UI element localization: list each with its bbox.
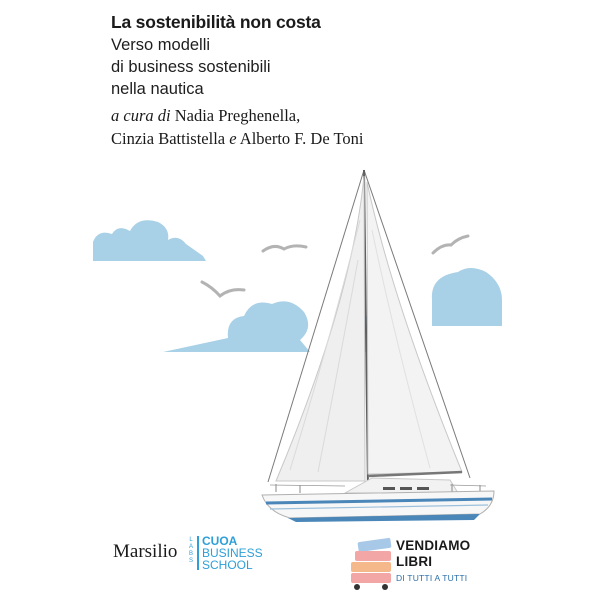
seagull-icon [263,246,306,251]
cuoa-line-2: BUSINESS [202,546,263,560]
vendiamo-libri-logo [396,538,470,570]
cuoa-divider [197,536,199,570]
labs-letter: A [188,544,193,550]
di-tutti-tagline: DI TUTTI A TUTTI [396,573,468,583]
vendiamo-line-1: VENDIAMO [396,538,471,553]
cuoa-business-school-logo [202,535,263,571]
subtitle-line-2: di business sostenibili [111,58,271,76]
seagull-icon [433,236,468,253]
seagull-icon [202,282,244,296]
subtitle-line-3: nella nautica [111,80,204,98]
labs-letter: B [188,551,193,557]
author-cinzia: Cinzia Battistella [111,129,226,148]
cloud-center [163,301,310,352]
cuoa-line-3: SCHOOL [202,558,253,572]
cloud-left [93,220,206,261]
labs-letter: L [189,537,193,543]
labs-label [187,537,195,565]
vendiamo-libri-logo-icon [351,538,392,590]
vendiamo-line-2: LIBRI [396,554,433,569]
book-title: La sostenibilità non costa [111,12,321,32]
author-alberto: Alberto F. De Toni [239,129,364,148]
editor-prefix: a cura di [111,106,171,125]
publisher-logo: Marsilio [113,541,178,562]
cuoa-line-1: CUOA [202,534,238,548]
labs-letter: S [188,558,193,564]
author-nadia: Nadia Preghenella, [174,106,301,125]
subtitle-line-1: Verso modelli [111,36,211,54]
cloud-right [432,268,502,326]
authors-conjunction: e [229,129,237,148]
